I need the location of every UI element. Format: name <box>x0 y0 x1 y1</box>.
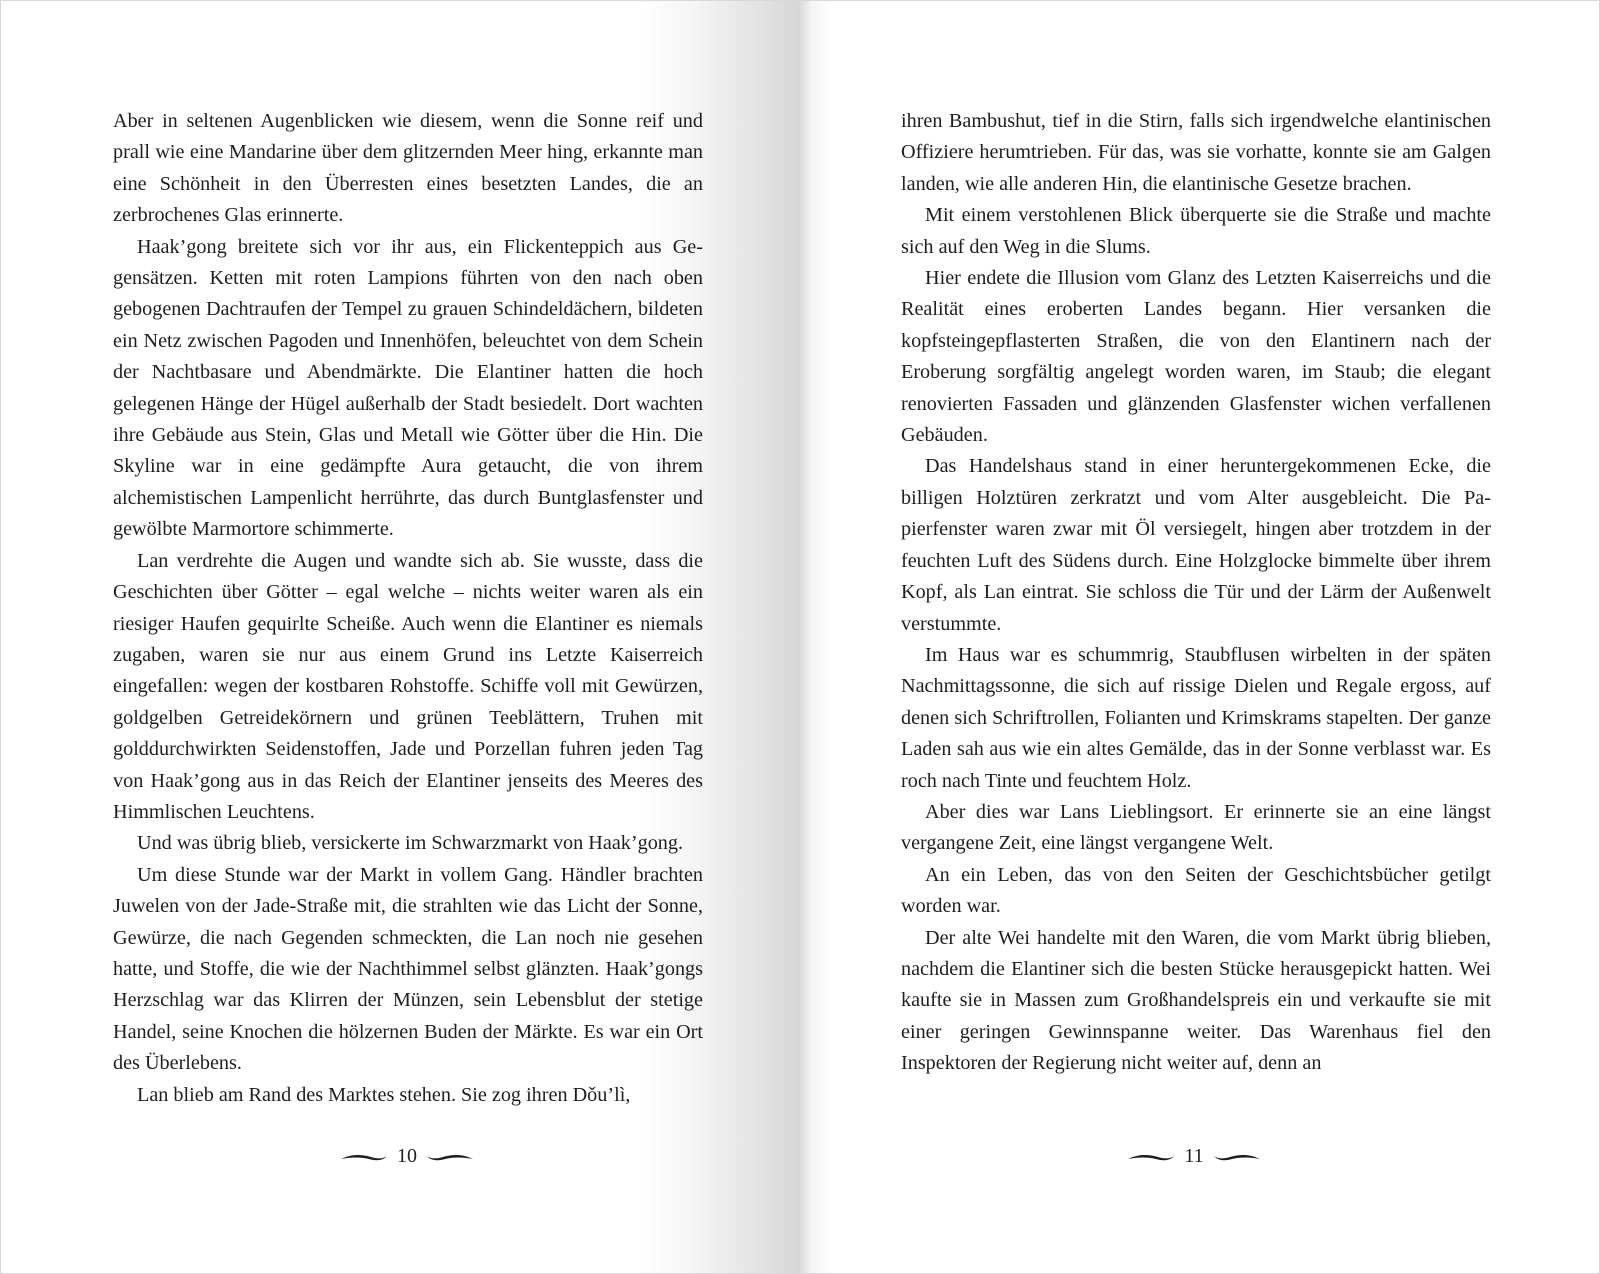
paragraph: Lan verdrehte die Augen und wandte sich ab. Sie wusste, dass die Geschichten über Götter – egal welche – nichts weiter waren als ein riesiger Haufen gequirlte Scheiße. Auch wenn die Elantiner es niemals zugaben, waren sie nur aus einem Grund ins Letzte Kaiserreich eingefallen: wegen der kostbaren Rohstoffe. Schiffe voll mit Gewürzen, goldgelben Getreidekörnern und grünen Teeblättern, Truhen mit golddurchwirkten Seidenstoffen, Jade und Porzellan fuhren jeden Tag von Haak’gong aus in das Reich der Elantiner jenseits des Meeres des Himmlischen Leuchtens. <box>113 549 703 823</box>
page-number: 11 <box>1184 1145 1204 1167</box>
paragraph: Mit einem verstohlenen Blick überquerte sie die Straße und machte sich auf den Weg in die Slums. <box>901 204 1491 258</box>
paragraph: An ein Leben, das von den Seiten der Geschichtsbücher getilgt worden war. <box>901 863 1491 918</box>
page-number-footer <box>307 1145 507 1168</box>
page-number-footer <box>1094 1145 1294 1168</box>
paragraph: ihren Bambushut, tief in die Stirn, falls sich irgendwelche elantinischen Offiziere herumtrieben. Für das, was sie vorhatte, konnte sie am Galgen landen, wie alle anderen Hin, die elantinische Gesetze brachen. <box>901 110 1491 195</box>
right-page-text <box>901 106 1491 1080</box>
paragraph: Und was übrig blieb, versickerte im Schwarzmarkt von Haak’gong. <box>137 832 684 855</box>
paragraph: Aber dies war Lans Lieblingsort. Er erinnerte sie an eine längst vergangene Zeit, eine längst vergangene Welt. <box>901 800 1491 855</box>
paragraph: Der alte Wei handelte mit den Waren, die vom Markt übrig blieben, nachdem die Elantiner sich die besten Stücke herausgepickt hatten. Wei kaufte sie in Massen zum Großhandelspreis ein und verkaufte sie mit einer geringen Gewinnspanne weiter. Das Warenhaus fiel den Inspektoren der Regierung nicht weiter auf, denn an <box>901 926 1491 1075</box>
paragraph: Aber in seltenen Augenblicken wie diesem, wenn die Sonne reif und prall wie eine Mandarine über dem glitzernden Meer hing, erkannte man eine Schönheit in den Überresten eines besetzten Landes, die an zerbrochenes Glas erinnerte. <box>113 110 703 227</box>
left-page-text <box>113 106 703 1111</box>
paragraph: Im Haus war es schummrig, Staubflusen wirbelten in der späten Nachmittagssonne, die sich auf rissige Dielen und Regale ergoss, auf denen sich Schriftrollen, Folianten und Krimskrams stapelten. Der ganze Laden sah aus wie ein altes Gemälde, das in der Sonne verblasst war. Es roch nach Tinte und feuchtem Holz. <box>901 643 1491 792</box>
paragraph: Das Handelshaus stand in einer heruntergekommenen Ecke, die billigen Holztüren zerkratzt und vom Alter ausgebleicht. Die Papierfenster waren zwar mit Öl versiegelt, hingen aber trotzdem in der feuchten Luft des Südens durch. Eine Holzglocke bimmelte über ihrem Kopf, als Lan eintrat. Sie schloss die Tür und der Lärm der Außenwelt verstummte. <box>901 455 1491 635</box>
swash-ornament-icon <box>1128 1151 1174 1163</box>
paragraph: Haak’gong breitete sich vor ihr aus, ein Flickenteppich aus Gegensätzen. Ketten mit roten Lampions führten von den nach oben gebogenen Dachtraufen der Tempel zu grauen Schindeldächern, bildeten ein Netz zwischen Pagoden und Innenhöfen, beleuchtet von dem Schein der Nachtbasare und Abendmärkte. Die Elantiner hatten die hoch gelegenen Hänge der Hügel außerhalb der Stadt besiedelt. Dort wachten ihre Gebäude aus Stein, Glas und Metall wie Götter über die Hin. Die Skyline war in eine gedämpfte Aura getaucht, die von ihrem alchemistischen Lampenlicht herrührte, das durch Buntglasfenster und gewölbte Marmortore schimmerte. <box>113 235 703 541</box>
right-page <box>800 0 1600 1274</box>
swash-ornament-icon <box>427 1151 473 1163</box>
swash-ornament-icon <box>341 1151 387 1163</box>
paragraph: Um diese Stunde war der Markt in vollem Gang. Händler brachten Juwelen von der Jade-Straße mit, die strahlten wie das Licht der Sonne, Gewürze, die nach Gegenden schmeckten, die Lan noch nie gesehen hatte, und Stoffe, die wie der Nachthimmel selbst glänzten. Haak’gongs Herzschlag war das Klirren der Münzen, sein Lebensblut der stetige Handel, seine Knochen die hölzernen Buden der Märkte. Es war ein Ort des Überlebens. <box>113 863 703 1075</box>
paragraph: Lan blieb am Rand des Marktes stehen. Sie zog ihren Dǒu’lì, <box>137 1083 631 1106</box>
paragraph: Hier endete die Illusion vom Glanz des Letzten Kaiserreichs und die Realität eines eroberten Landes begann. Hier versanken die kopfsteingepflasterten Straßen, die von den Elantinern nach der Eroberung sorgfältig angelegt worden waren, im Staub; die elegant renovierten Fassaden und glänzenden Glasfenster wichen verfallenen Gebäuden. <box>901 267 1491 447</box>
swash-ornament-icon <box>1214 1151 1260 1163</box>
page-number: 10 <box>397 1145 417 1167</box>
